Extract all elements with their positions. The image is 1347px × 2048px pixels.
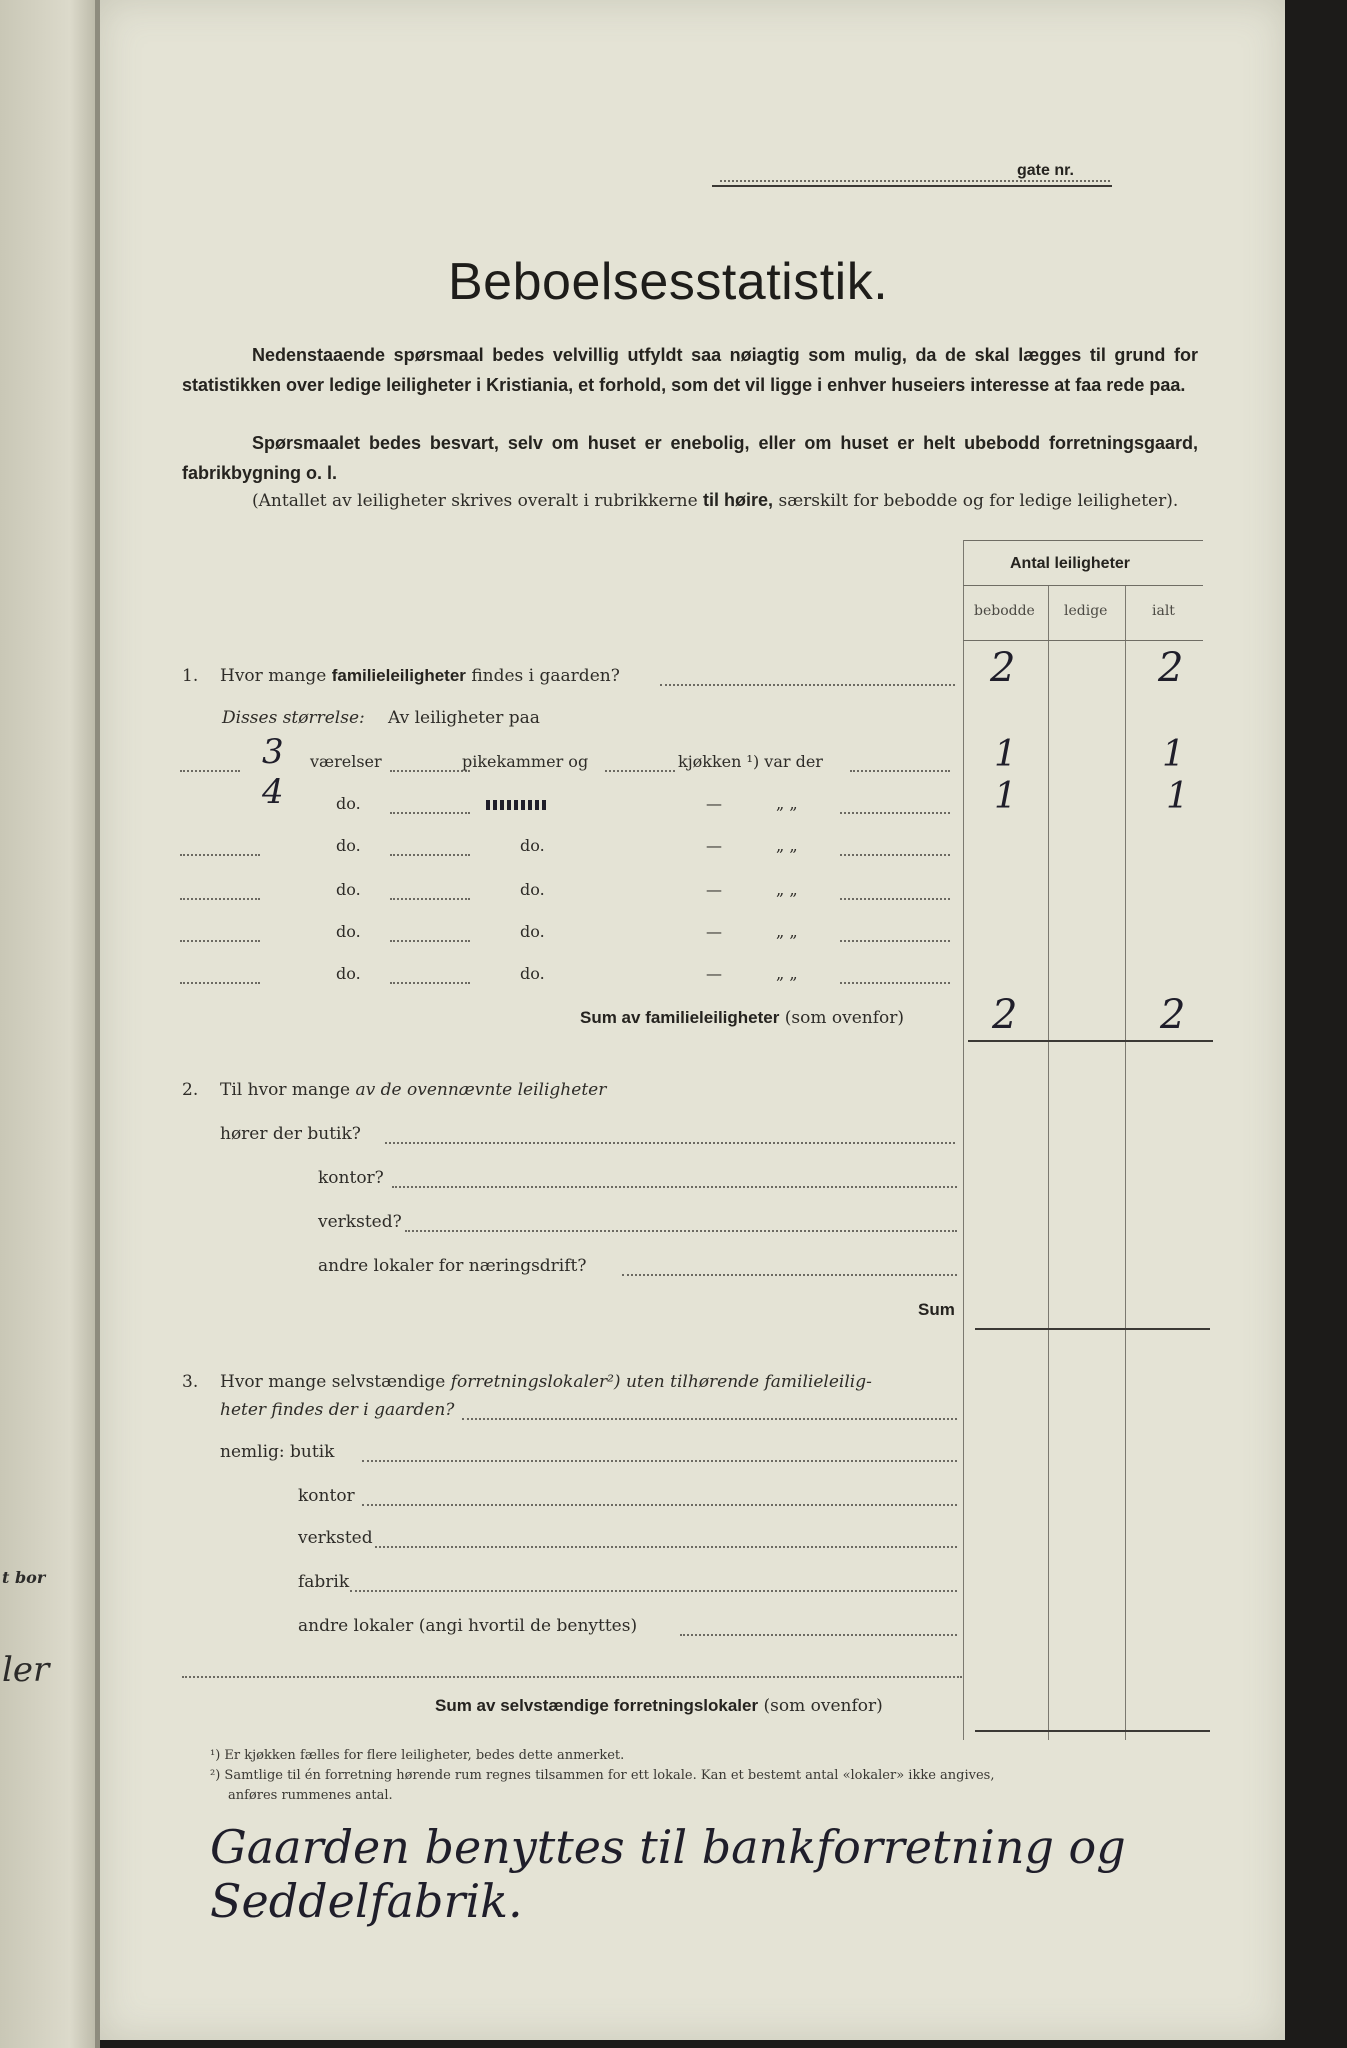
row-bebodde: 1 — [994, 734, 1017, 775]
row-bebodde: 1 — [994, 776, 1017, 817]
intro-paragraph-3: (Antallet av leiligheter skrives overalt i rubrikkerne til høire, særskilt for bebodde og for ledige leiligheter). — [252, 490, 1179, 511]
vaer-label: do. — [336, 836, 361, 855]
table-col-line-2 — [1048, 585, 1049, 1740]
row-dots — [840, 854, 950, 856]
row-dots — [840, 898, 950, 900]
quote-mark: „ „ — [776, 836, 798, 855]
row-dots — [840, 982, 950, 984]
row-dots — [840, 940, 950, 942]
kjok-dash: — — [706, 880, 722, 899]
table-title: Antal leiligheter — [1010, 555, 1131, 572]
q2-number: 2. — [182, 1080, 199, 1100]
q3-sum-line — [975, 1730, 1210, 1732]
vaer-dots — [390, 770, 470, 772]
q3-dots — [362, 1504, 957, 1506]
q3-fabrik: fabrik — [298, 1572, 350, 1592]
q1-sum-label: Sum av familieleiligheter (som ovenfor) — [580, 1008, 905, 1028]
kjok-dash: — — [706, 922, 722, 941]
q1-dots — [660, 684, 955, 686]
pike-label: pikekammer og — [462, 752, 589, 771]
vaer-label: do. — [336, 964, 361, 983]
col-header-ialt: ialt — [1152, 603, 1175, 619]
gate-dots — [720, 180, 1110, 182]
q2-dots — [405, 1230, 957, 1232]
table-header-bottom — [963, 640, 1203, 641]
q3-andre: andre lokaler (angi hvortil de benyttes) — [298, 1616, 638, 1636]
q1-ialt-value: 2 — [1158, 645, 1184, 691]
vaer-dots — [390, 812, 470, 814]
q2-dots — [392, 1186, 957, 1188]
gate-nr-label: gate nr. — [1017, 162, 1074, 179]
col-header-ledige: ledige — [1064, 603, 1108, 619]
form-page — [100, 0, 1285, 2040]
vaerelser-label: værelser — [310, 752, 382, 771]
gate-underline — [712, 185, 1112, 187]
rooms-value: 4 — [262, 772, 284, 812]
vaer-dots — [390, 898, 470, 900]
row-ialt: 1 — [1166, 776, 1189, 817]
left-fragment-bor: t bor — [2, 1568, 46, 1587]
q3-sum-label: Sum av selvstændige forretningslokaler (som ovenfor) — [435, 1696, 883, 1716]
q3-dots — [680, 1634, 957, 1636]
q1-sum-ialt: 2 — [1160, 992, 1186, 1038]
q2-sum-line — [975, 1328, 1210, 1330]
q2-kontor: kontor? — [318, 1168, 384, 1188]
handwritten-line-1: Gaarden benyttes til bankforretning og — [210, 1820, 1126, 1874]
quote-mark: „ „ — [776, 794, 798, 813]
table-top-line — [963, 540, 1203, 541]
q1-bebodde-value: 2 — [990, 645, 1016, 691]
table-col-line-1 — [963, 540, 964, 1740]
pike-label: do. — [520, 922, 545, 941]
q2-question: Til hvor mange av de ovennævnte leiligheter — [220, 1080, 607, 1100]
q2-dots — [622, 1274, 957, 1276]
rooms-dots — [180, 770, 240, 772]
intro-paragraph-2: Spørsmaalet bedes besvart, selv om huset er enebolig, eller om huset er helt ubebodd forretningsgaard, fabrikbygning o. l. — [182, 433, 1198, 483]
vaer-dots — [390, 940, 470, 942]
left-page-edge — [0, 0, 100, 2048]
vaer-dots — [390, 982, 470, 984]
rooms-dots — [180, 854, 260, 856]
left-fragment-ler: ler — [2, 1650, 50, 1690]
rooms-dots — [180, 940, 260, 942]
intro-paragraph-1: Nedenstaaende spørsmaal bedes velvillig utfyldt saa nøiagtig som mulig, da de skal lægges til grund for statistikken over ledige leiligheter i Kristiania, et forhold, som det vil ligge i enhver huseiers interesse at faa rede paa. — [182, 345, 1198, 395]
pike-label: do. — [520, 836, 545, 855]
quote-mark: „ „ — [776, 964, 798, 983]
crossed-out-mark — [486, 800, 546, 810]
row-ialt: 1 — [1162, 734, 1185, 775]
row-dots — [850, 770, 950, 772]
footnote-2: ²) Samtlige til én forretning hørende rum regnes tilsammen for ett lokale. Kan et bestemt antal «lokaler» ikke angives, — [210, 1768, 995, 1783]
pike-label: do. — [520, 964, 545, 983]
table-header-divider — [963, 585, 1203, 586]
q2-butik: hører der butik? — [220, 1124, 361, 1144]
size-label: Disses størrelse: — [222, 708, 365, 728]
pike-dots — [605, 770, 675, 772]
vaer-dots — [390, 854, 470, 856]
q3-verksted: verksted — [298, 1528, 373, 1548]
q3-dots — [362, 1460, 957, 1462]
q2-verksted: verksted? — [318, 1212, 402, 1232]
q2-sum-label: Sum — [918, 1300, 955, 1319]
pike-label: do. — [520, 880, 545, 899]
footnote-1: ¹) Er kjøkken fælles for flere leiligheter, bedes dette anmerket. — [210, 1748, 625, 1763]
vaer-label: do. — [336, 880, 361, 899]
col-header-bebodde: bebodde — [974, 603, 1035, 619]
kjokken-label: kjøkken ¹) var der — [678, 752, 823, 771]
kjok-dash: — — [706, 836, 722, 855]
kjok-dash: — — [706, 794, 722, 813]
row-dots — [840, 812, 950, 814]
q3-nemlig: nemlig: butik — [220, 1442, 335, 1462]
rooms-dots — [180, 898, 260, 900]
q3-dots — [350, 1590, 957, 1592]
q2-andre: andre lokaler for næringsdrift? — [318, 1256, 587, 1276]
vaer-label: do. — [336, 794, 361, 813]
rooms-dots — [180, 982, 260, 984]
q1-question: Hvor mange familieleiligheter findes i gaarden? — [220, 666, 620, 686]
q3-dots — [375, 1546, 957, 1548]
q3-separator — [182, 1676, 962, 1678]
quote-mark: „ „ — [776, 880, 798, 899]
q1-number: 1. — [182, 666, 199, 686]
page-title: Beboelsesstatistik. — [448, 253, 889, 311]
q3-question: Hvor mange selvstændige forretningslokaler²) uten tilhørende familieleilig- — [220, 1372, 872, 1392]
quote-mark: „ „ — [776, 922, 798, 941]
rooms-value: 3 — [262, 732, 284, 772]
size-text: Av leiligheter paa — [388, 708, 540, 728]
q1-sum-bebodde: 2 — [992, 992, 1018, 1038]
handwritten-line-2: Seddelfabrik. — [210, 1874, 523, 1928]
table-col-line-3 — [1125, 585, 1126, 1740]
q3-question-cont: heter findes der i gaarden? — [220, 1400, 455, 1420]
q3-number: 3. — [182, 1372, 199, 1392]
q3-dots — [462, 1418, 957, 1420]
kjok-dash: — — [706, 964, 722, 983]
q1-sum-line — [968, 1040, 1213, 1042]
q2-dots — [385, 1142, 955, 1144]
footnote-2b: anføres rummenes antal. — [228, 1788, 393, 1803]
q3-kontor: kontor — [298, 1486, 355, 1506]
vaer-label: do. — [336, 922, 361, 941]
